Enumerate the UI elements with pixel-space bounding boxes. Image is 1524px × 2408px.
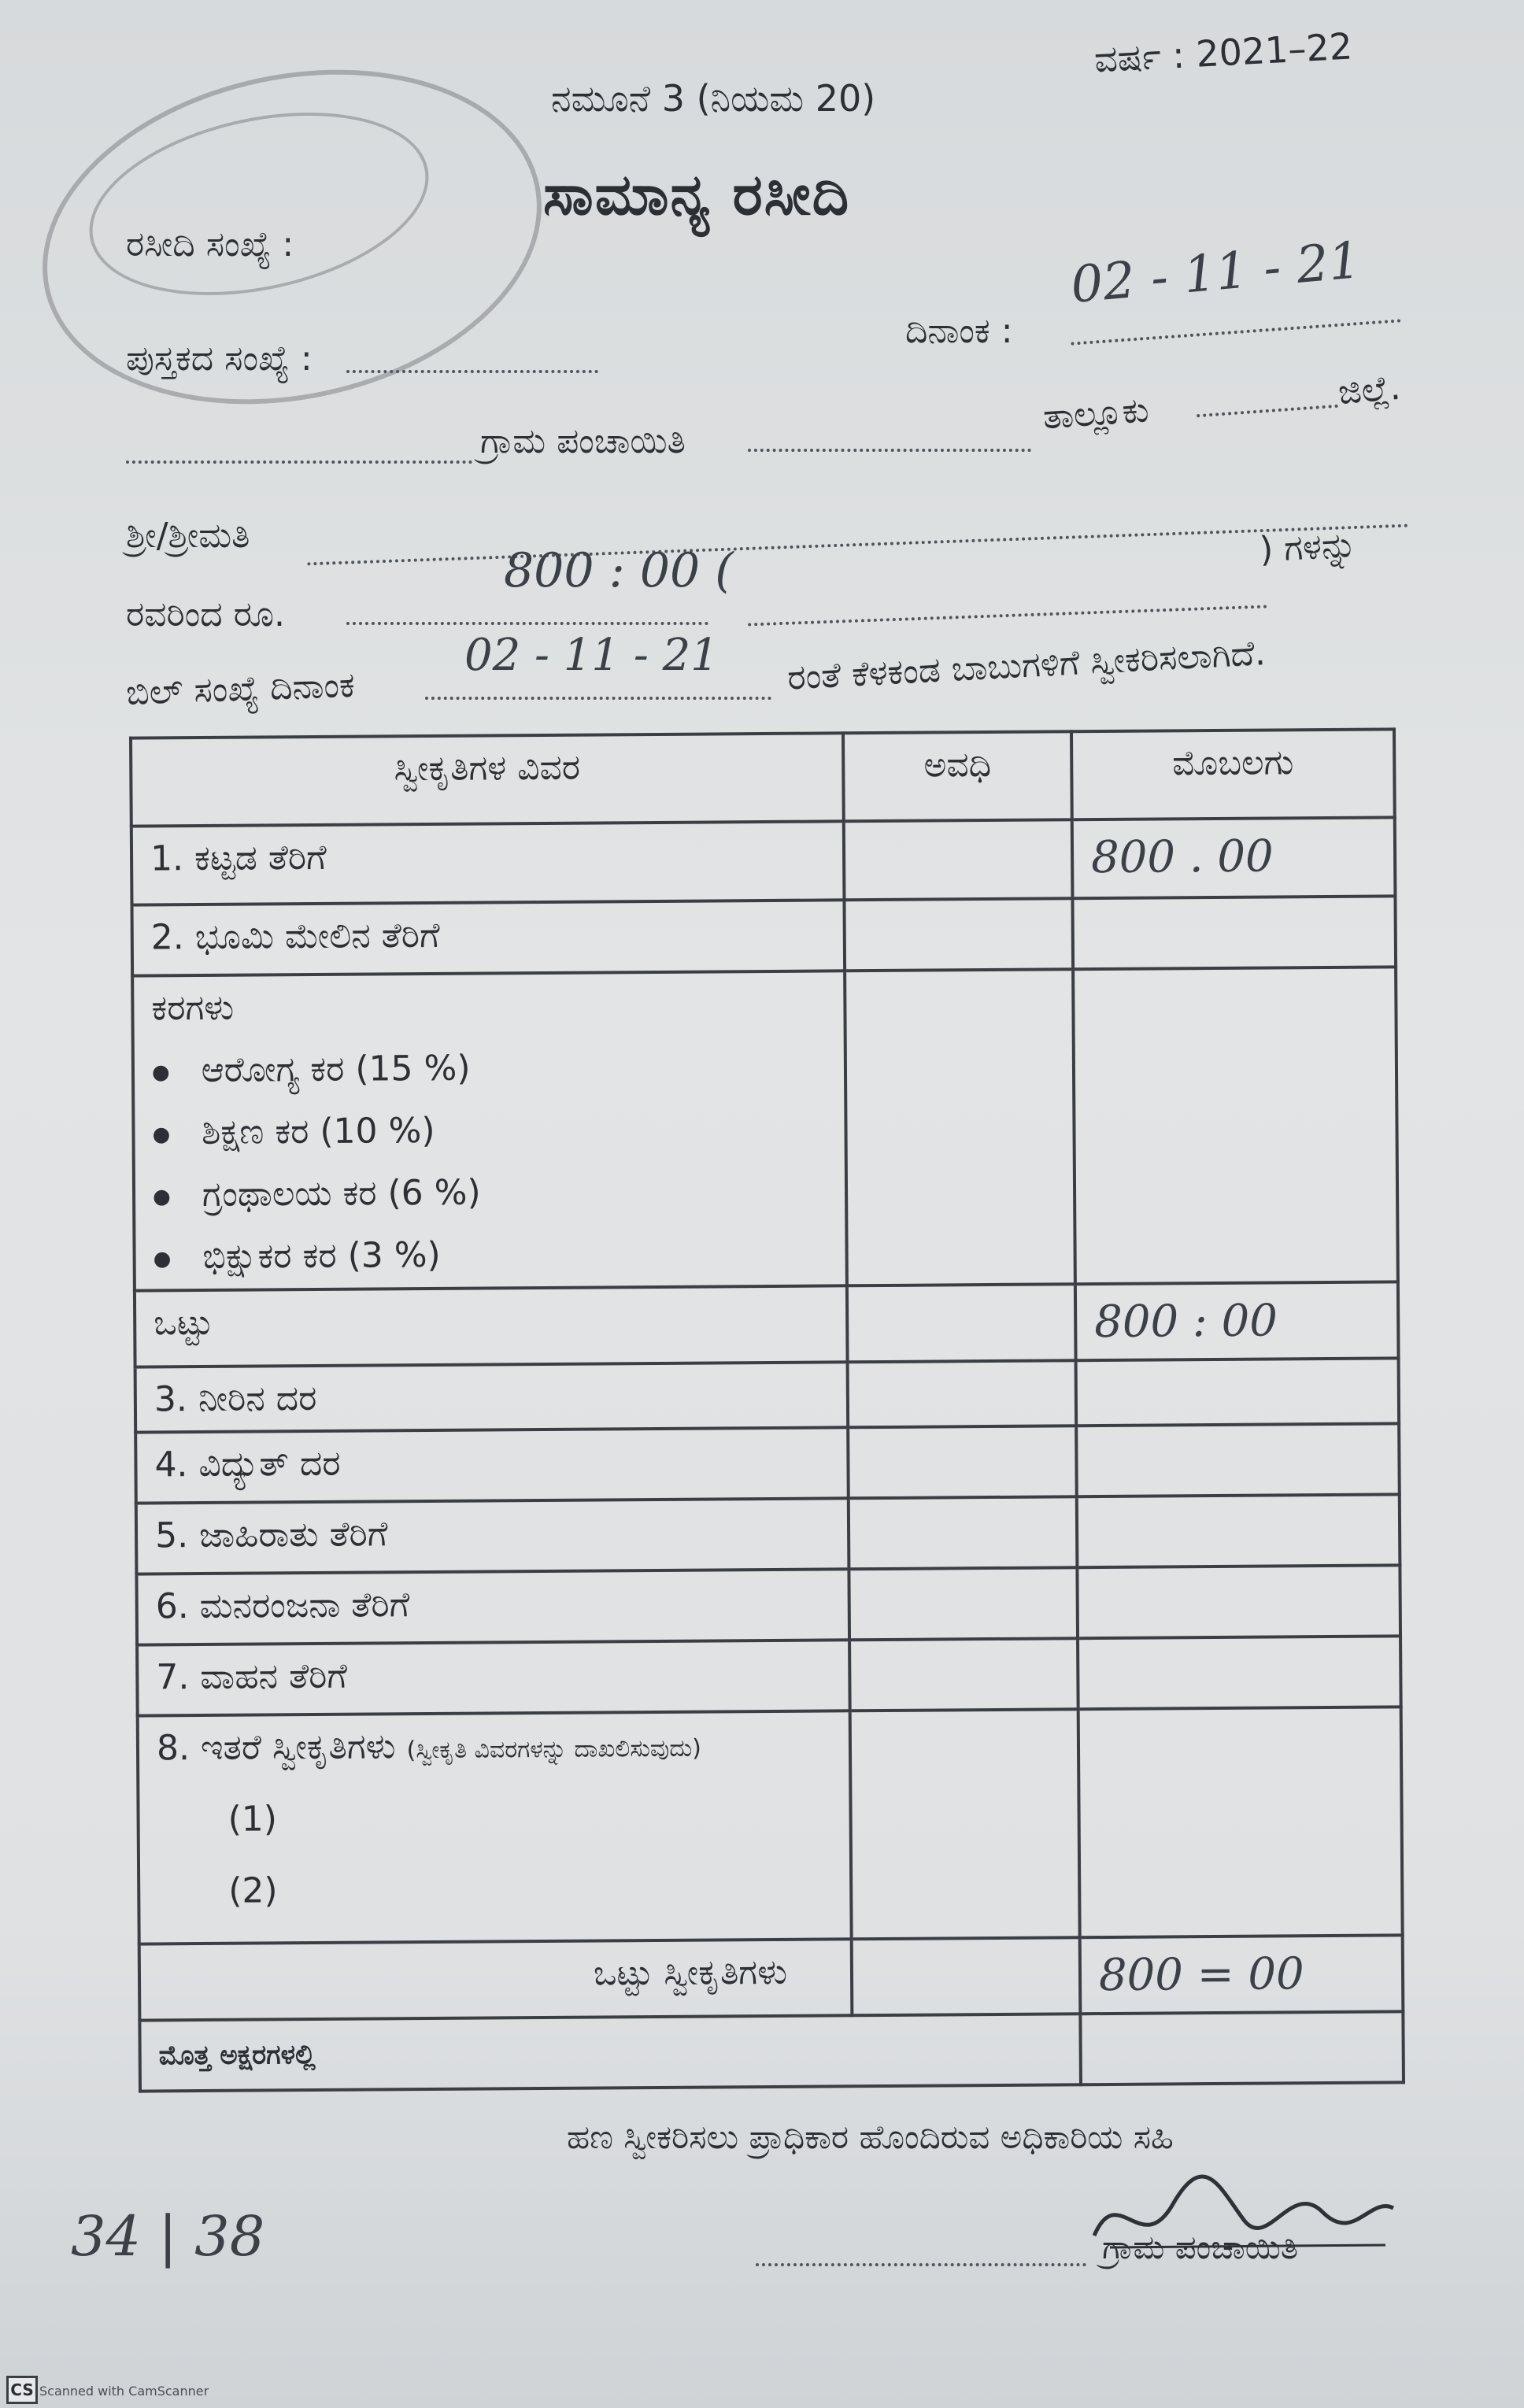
table-header-row [131, 729, 1395, 826]
amount-in-words-label: ಮೊತ್ತ ಅಕ್ಷರಗಳಲ್ಲಿ [158, 2039, 316, 2072]
table-row [135, 1423, 1400, 1503]
village-line [126, 461, 472, 464]
table-row [135, 1282, 1399, 1367]
table-row [136, 1494, 1400, 1574]
date-line [1071, 319, 1400, 345]
book-number-label: ಪುಸ್ತಕದ ಸಂಖ್ಯೆ : [126, 338, 313, 379]
header-description: ಸ್ವೀಕೃತಿಗಳ ವಿವರ [131, 733, 844, 826]
received-statement: ರಂತೆ ಕೆಳಕಂಡ ಬಾಬುಗಳಿಗೆ ಸ್ವೀಕರಿಸಲಾಗಿದೆ. [786, 633, 1267, 698]
row-amount-in-words [139, 2014, 1081, 2091]
cell-period [850, 1709, 1080, 1939]
cess-item: ● ಭಿಕ್ಷುಕರ ಕರ (3 %) [153, 1232, 827, 1277]
table-row [138, 1707, 1403, 1944]
name-label: ಶ್ರೀ/ಶ್ರೀಮತಿ [126, 516, 250, 556]
row-other-receipts [138, 1711, 852, 1944]
table-row [136, 1565, 1400, 1644]
gram-panchayat-label: ಗ್ರಾಮ ಪಂಚಾಯಿತಿ [480, 421, 686, 461]
date-value: 02 - 11 - 21 [1068, 231, 1363, 315]
cell-period [844, 898, 1073, 971]
camscanner-watermark: Scanned with CamScanner [39, 2384, 209, 2399]
cell-amount [1077, 1494, 1400, 1567]
cell-amount [1077, 1565, 1400, 1638]
row-subtotal: ಒಟ್ಟು [135, 1285, 848, 1367]
building-tax-amount: 800 . 00 [1090, 830, 1274, 884]
amount-words-suffix: ) ಗಳನ್ನು [1258, 524, 1358, 571]
cell-period [849, 1638, 1078, 1711]
total-amount: 800 = 00 [1098, 1948, 1304, 2002]
receipt-table [129, 727, 1405, 2092]
taluk-label: ತಾಲ್ಲೂಕು [1041, 390, 1151, 438]
cell-period [844, 819, 1073, 900]
receipt-number-label: ರಸೀದಿ ಸಂಖ್ಯೆ : [126, 224, 294, 264]
date-label: ದಿನಾಂಕ : [905, 311, 1013, 351]
taluk-line [1197, 405, 1338, 418]
book-number-line [346, 370, 598, 373]
signature-caption: ಗ್ರಾಮ ಪಂಚಾಯಿತಿ [1102, 2228, 1299, 2266]
row-building-tax: 1. ಕಟ್ಟಡ ತೆರಿಗೆ [131, 821, 845, 904]
subtotal-amount: 800 : 00 [1094, 1295, 1278, 1348]
cell-amount [1078, 1636, 1401, 1709]
bill-date-label: ಬಿಲ್ ಸಂಖ್ಯೆ ದಿನಾಂಕ [125, 664, 356, 714]
cess-title: ಕರಗಳು [151, 987, 235, 1029]
cell-amount [1076, 1358, 1400, 1426]
cell-period [852, 1937, 1081, 2015]
other-receipts-note: (ಸ್ವೀಕೃತಿ ವಿವರಗಳನ್ನು ದಾಖಲಿಸುವುದು) [406, 1734, 701, 1765]
amount-words-line [748, 605, 1267, 626]
row-advertisement: 5. ಜಾಹಿರಾತು ತೆರಿಗೆ [136, 1498, 849, 1574]
header-period: ಅವಧಿ [843, 731, 1072, 821]
cell-amount [1080, 2011, 1404, 2084]
row-cess [132, 971, 847, 1290]
amount-value: 800 : 00 ( [504, 543, 734, 598]
district-label: ಜಿಲ್ಲೆ. [1336, 367, 1403, 413]
row-electricity: 4. ವಿದ್ಯುತ್ ದರ [135, 1427, 849, 1503]
row-total-label: ಒಟ್ಟು ಸ್ವೀಕೃತಿಗಳು [139, 1939, 853, 2020]
bill-date-value: 02 - 11 - 21 [464, 630, 719, 681]
table-row [132, 967, 1398, 1290]
cell-period [848, 1360, 1077, 1427]
header-amount: ಮೊಬಲಗು [1071, 729, 1395, 819]
amount-line [346, 622, 708, 625]
financial-year: ವರ್ಷ : 2021–22 [1093, 24, 1354, 81]
cell-period [848, 1426, 1077, 1498]
row-vehicle: 7. ವಾಹನ ತೆರಿಗೆ [137, 1640, 850, 1715]
handwritten-reference: 34 | 38 [71, 2204, 265, 2269]
cess-item: ● ಶಿಕ್ಷಣ ಕರ (10 %) [152, 1108, 827, 1152]
row-land-tax: 2. ಭೂಮಿ ಮೇಲಿನ ತೆರಿಗೆ [131, 900, 845, 975]
table-row [135, 1358, 1400, 1432]
cell-period [847, 1284, 1076, 1362]
signatory-caption: ಹಣ ಸ್ವೀಕರಿಸಲು ಪ್ರಾಧಿಕಾರ ಹೊಂದಿರುವ ಅಧಿಕಾರಿಯ ಸಹಿ [567, 2118, 1174, 2156]
table-row [139, 2011, 1404, 2091]
table-row [139, 1935, 1404, 2020]
receipt-title: ಸಾಮಾನ್ಯ ರಸೀದಿ [543, 161, 851, 227]
cess-list [152, 1045, 828, 1277]
cell-amount [1076, 1423, 1400, 1496]
cell-period [849, 1567, 1078, 1640]
cell-amount [1080, 1935, 1404, 2014]
table-row [131, 817, 1396, 904]
from-amount-label: ರವರಿಂದ ರೂ. [126, 594, 285, 634]
cell-amount [1075, 1282, 1399, 1360]
cell-amount [1072, 896, 1396, 969]
form-number: ನಮೂನೆ 3 (ನಿಯಮ 20) [551, 77, 876, 120]
other-receipts-label: 8. ಇತರೆ ಸ್ವೀಕೃತಿಗಳು [156, 1726, 396, 1769]
signature-line [756, 2263, 1086, 2266]
cess-item: ● ಆರೋಗ್ಯ ಕರ (15 %) [152, 1045, 827, 1090]
cell-amount [1078, 1707, 1403, 1937]
name-line [307, 524, 1408, 566]
cell-period [845, 969, 1075, 1285]
row-water: 3. ನೀರಿನ ದರ [135, 1362, 849, 1432]
cell-amount [1072, 817, 1396, 898]
gram-panchayat-line [748, 449, 1031, 452]
row-entertainment: 6. ಮನರಂಜನಾ ತೆರಿಗೆ [136, 1569, 849, 1644]
camscanner-logo: CS [6, 2376, 38, 2404]
table-row [137, 1636, 1401, 1715]
cell-amount [1073, 967, 1398, 1284]
other-receipt-2: (2) [228, 1870, 278, 1911]
cess-item: ● ಗ್ರಂಥಾಲಯ ಕರ (6 %) [153, 1170, 827, 1215]
other-receipt-1: (1) [227, 1799, 278, 1840]
bill-date-line [425, 697, 771, 700]
cell-period [849, 1496, 1078, 1569]
table-row [131, 896, 1396, 975]
